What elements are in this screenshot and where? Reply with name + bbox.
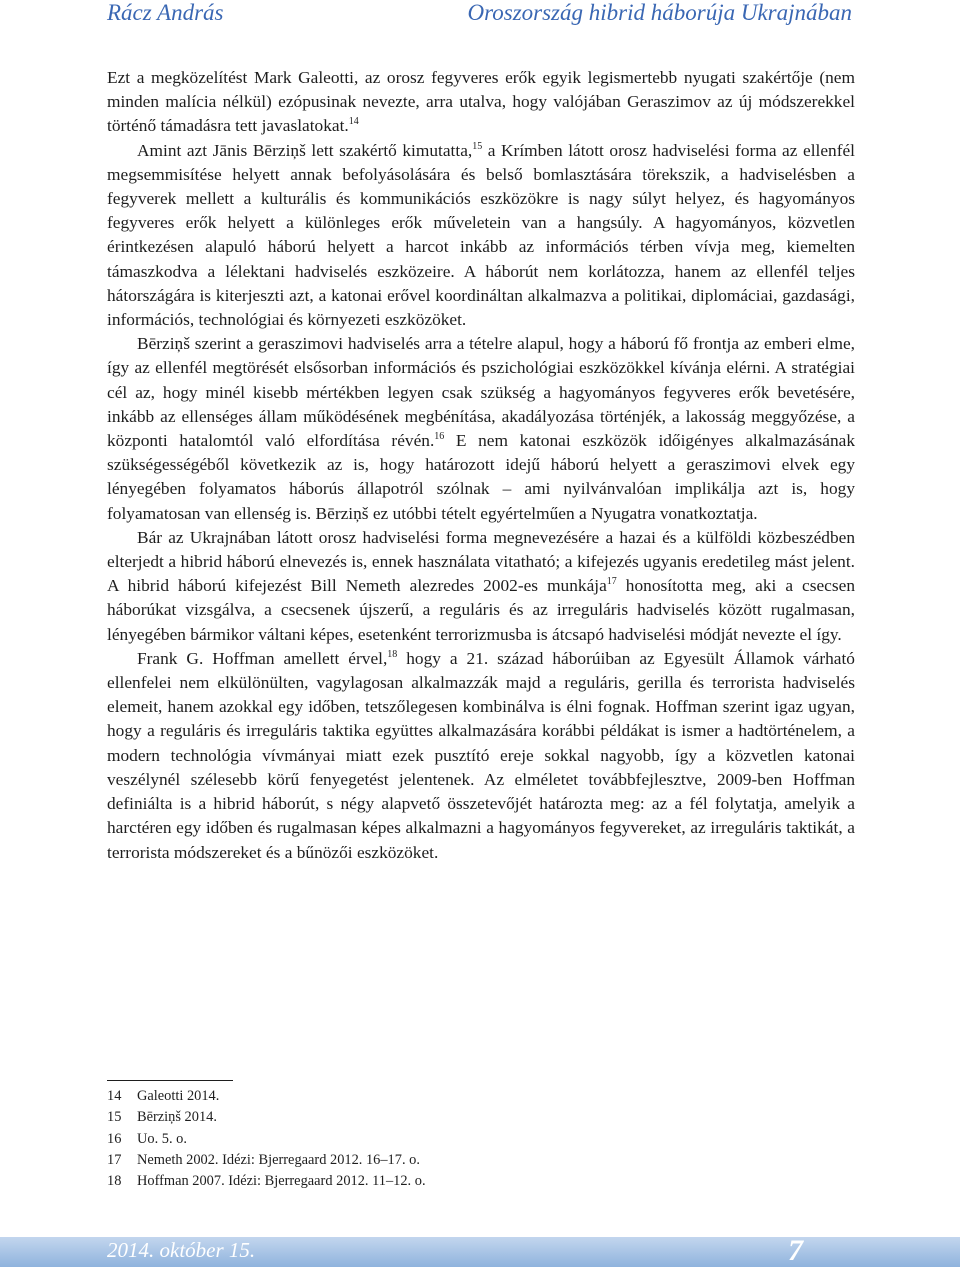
footnote-ref: 17 [606,576,617,588]
footnote-text: Bērziņš 2014. [137,1109,217,1126]
footnote-number: 16 [107,1130,122,1147]
page-footer [0,1234,960,1267]
footnote-ref: 16 [434,431,445,443]
footnote [107,1107,707,1128]
paragraph [107,332,855,526]
paragraph-text: Amint azt Jānis Bērziņš lett szakértő kimutatta, [137,140,473,160]
paragraph [107,66,855,139]
paragraph-text: honosította meg, aki a csecsen háborúkat vizsgálva, a csecsenek újszerű, a reguláris és az irreguláris hadviselés között rugalmasan, lényegében bármikor váltani képes, esetenként terrorizmusba is átcsapó hadviselési módját nevezte el így. [107,576,855,644]
footnote [107,1171,707,1192]
header-author: Rácz András [107,0,224,25]
footnote-text: Nemeth 2002. Idézi: Bjerregaard 2012. 16–17. o. [137,1151,420,1168]
paragraph-text: E nem katonai eszközök időigényes alkalmazásának szükségességéből következik az is, hogy határozott idejű háború helyett a geraszimovi elvek egy lényegében folyamatos háborús állapotról szólnak – ami nyilvánvalóan implikálja azt is, hogy folyamatosan van ellenség is. Bērziņš ez utóbbi tételt egyértelműen a Nyugatra vonatkoztatja. [107,431,855,523]
footnote [107,1129,707,1150]
paragraph-text: a Krímben látott orosz hadviselési forma az ellenfél megsemmisítése helyett annak befolyásolására és belső bomlasztására törekszik, a hadviselésben a fegyverek mellett a kulturális és kommunikációs eszközökre is nagy súlyt helyez, és hagyományos fegyveres erők helyett a különleges erők műveletein van a hangsúly. A hagyományos, közvetlen érintkezésen alapuló háború helyett a harcot inkább az információs térben vívja meg, kiemelten támaszkodva a lélektani hadviselés eszközeire. A háborút nem korlátozza, hanem az ellenfél teljes hátországára is kiterjeszti azt, a katonai erővel koordináltan alkalmazva a politikai, diplomáciai, gazdasági, információs, technológiai és környezeti eszközöket. [107,140,855,330]
paragraph-text: Ezt a megközelítést Mark Galeotti, az orosz fegyveres erők egyik legismertebb nyugati szakértője (nem minden malícia nélkül) ezópusinak nevezte, arra utalva, hogy valójában Geraszimov az új módszerekkel történő támadásra tett javaslatokat. [107,68,855,136]
paragraph-text: Bár az Ukrajnában látott orosz hadviselési forma megnevezésére a hazai és a külföldi közbeszédben elterjedt a hibrid háború elnevezés is, ennek használata vitatható; a kifejezés ugyanis eredetileg mást jelent. A hibrid háború kifejezést Bill Nemeth alezredes 2002-es munkája [107,527,855,596]
paragraph [107,647,855,865]
body-text [107,66,855,865]
footnote-text: Hoffman 2007. Idézi: Bjerregaard 2012. 11–12. o. [137,1173,426,1190]
paragraph [107,139,855,333]
footer-date: 2014. október 15. [107,1238,256,1262]
paragraph-text: hogy a 21. század háborúiban az Egyesült Államok várható ellenfelei nem elkülönülten, vagylagosan alkalmazzák majd a reguláris, gerilla és terrorista hadviselés elemeit, hanem azokkal egy időben, tetszőlegesen kombinálva is élni fognak. Hoffman szerint igaz ugyan, hogy a reguláris és irreguláris taktika együttes alkalmazására korábbi példákat is ismer a hadtörténelem, a modern technológia vívmányai miatt ezek pusztító ereje sokkal nagyobb, így a közvetlen katonai veszélynél szélesebb körű fenyegetést jelentenek. Az elméletet továbbfejlesztve, 2009-ben Hoffman definiálta is a hibrid háborút, s négy alapvető összetevőjét határozta meg: az a fél folytatja, amelyik a harctéren egy időben és rugalmasan képes alkalmazni a hagyományos fegyvereket, az irreguláris taktikát, a terrorista módszereket és a bűnözői eszközöket. [107,648,855,862]
footnote-text: Uo. 5. o. [137,1130,187,1147]
footnote-number: 17 [107,1151,122,1168]
paragraph-text: Bērziņš szerint a geraszimovi hadviselés arra a tételre alapul, hogy a háború fő frontja az emberi elme, így az ellenfél megtörését elsősorban információs és pszichológiai eszközökkel kívánja elérni. A stratégiai cél az, hogy minél kisebb mértékben legyen csak szükség a hagyományos fegyveres erők bevetésére, inkább az ellenséges állam működésének megbénítása, akadályozása történjék, a lakosság meggyőzése, a központi hatalomtól való elfordítása révén. [107,334,855,451]
paragraph-text: Frank G. Hoffman amellett érvel, [137,648,388,668]
footnote-number: 18 [107,1173,122,1190]
header-title: Oroszország hibrid háborúja Ukrajnában [467,0,852,25]
footnote-number: 15 [107,1109,122,1126]
footnote [107,1150,707,1171]
footnote [107,1086,707,1107]
page-number: 7 [788,1234,803,1267]
paragraph [107,526,855,647]
footnote-separator [107,1080,233,1081]
footnote-ref: 18 [387,648,398,660]
footnote-text: Galeotti 2014. [137,1088,220,1104]
footnote-ref: 15 [472,140,483,152]
footnote-number: 14 [107,1088,122,1104]
running-header [0,0,960,30]
footnote-ref: 14 [348,116,359,128]
footnotes [107,1086,707,1192]
